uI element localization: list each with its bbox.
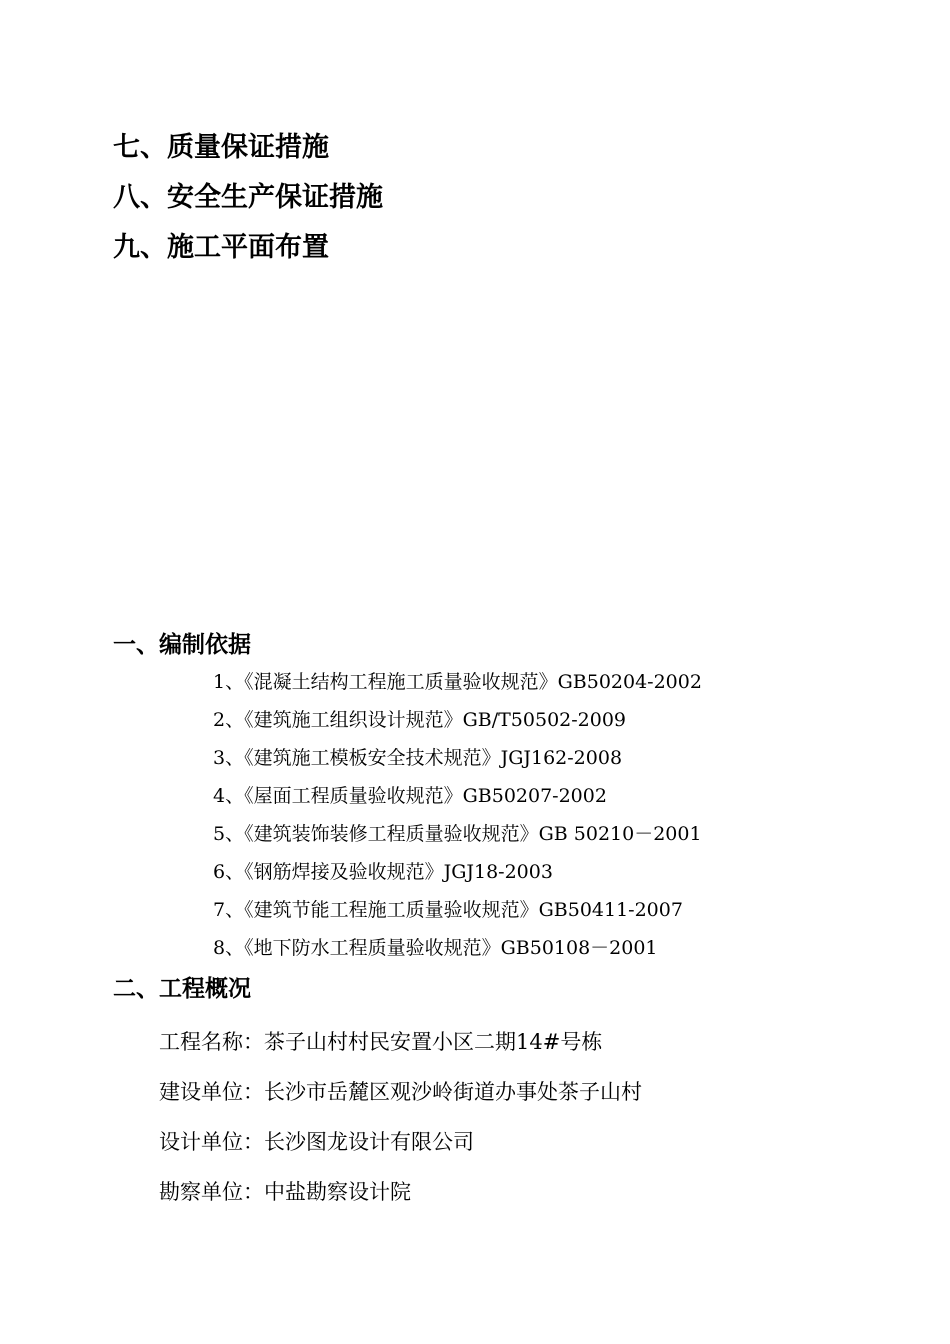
toc-item-9: 九、施工平面布置	[113, 232, 329, 263]
basis-item-5: 5、《建筑装饰装修工程质量验收规范》GB 50210－2001	[213, 823, 702, 845]
section-overview-title: 二、工程概况	[113, 976, 251, 1002]
toc-item-7: 七、质量保证措施	[113, 132, 329, 163]
basis-item-6: 6、《钢筋焊接及验收规范》JGJ18-2003	[213, 861, 553, 883]
overview-value: 长沙市岳麓区观沙岭街道办事处茶子山村	[264, 1080, 642, 1104]
overview-value: 茶子山村村民安置小区二期14#号栋	[264, 1030, 603, 1054]
overview-row-designer	[159, 1132, 474, 1153]
overview-row-project-name	[159, 1032, 602, 1053]
overview-label: 设计单位：	[159, 1130, 264, 1154]
overview-row-owner	[159, 1082, 642, 1103]
basis-item-4: 4、《屋面工程质量验收规范》GB50207-2002	[213, 785, 607, 807]
basis-item-2: 2、《建筑施工组织设计规范》GB/T50502-2009	[213, 709, 627, 731]
toc-item-8: 八、安全生产保证措施	[113, 182, 383, 213]
overview-row-surveyor	[159, 1182, 411, 1203]
overview-value: 中盐勘察设计院	[264, 1180, 411, 1204]
overview-value: 长沙图龙设计有限公司	[264, 1130, 474, 1154]
section-basis-title: 一、编制依据	[113, 632, 251, 658]
overview-label: 建设单位：	[159, 1080, 264, 1104]
overview-label: 工程名称：	[159, 1030, 264, 1054]
basis-item-1: 1、《混凝土结构工程施工质量验收规范》GB50204-2002	[213, 671, 702, 693]
basis-item-3: 3、《建筑施工模板安全技术规范》JGJ162-2008	[213, 747, 623, 769]
basis-item-8: 8、《地下防水工程质量验收规范》GB50108－2001	[213, 937, 658, 959]
basis-item-7: 7、《建筑节能工程施工质量验收规范》GB50411-2007	[213, 899, 683, 921]
overview-label: 勘察单位：	[159, 1180, 264, 1204]
